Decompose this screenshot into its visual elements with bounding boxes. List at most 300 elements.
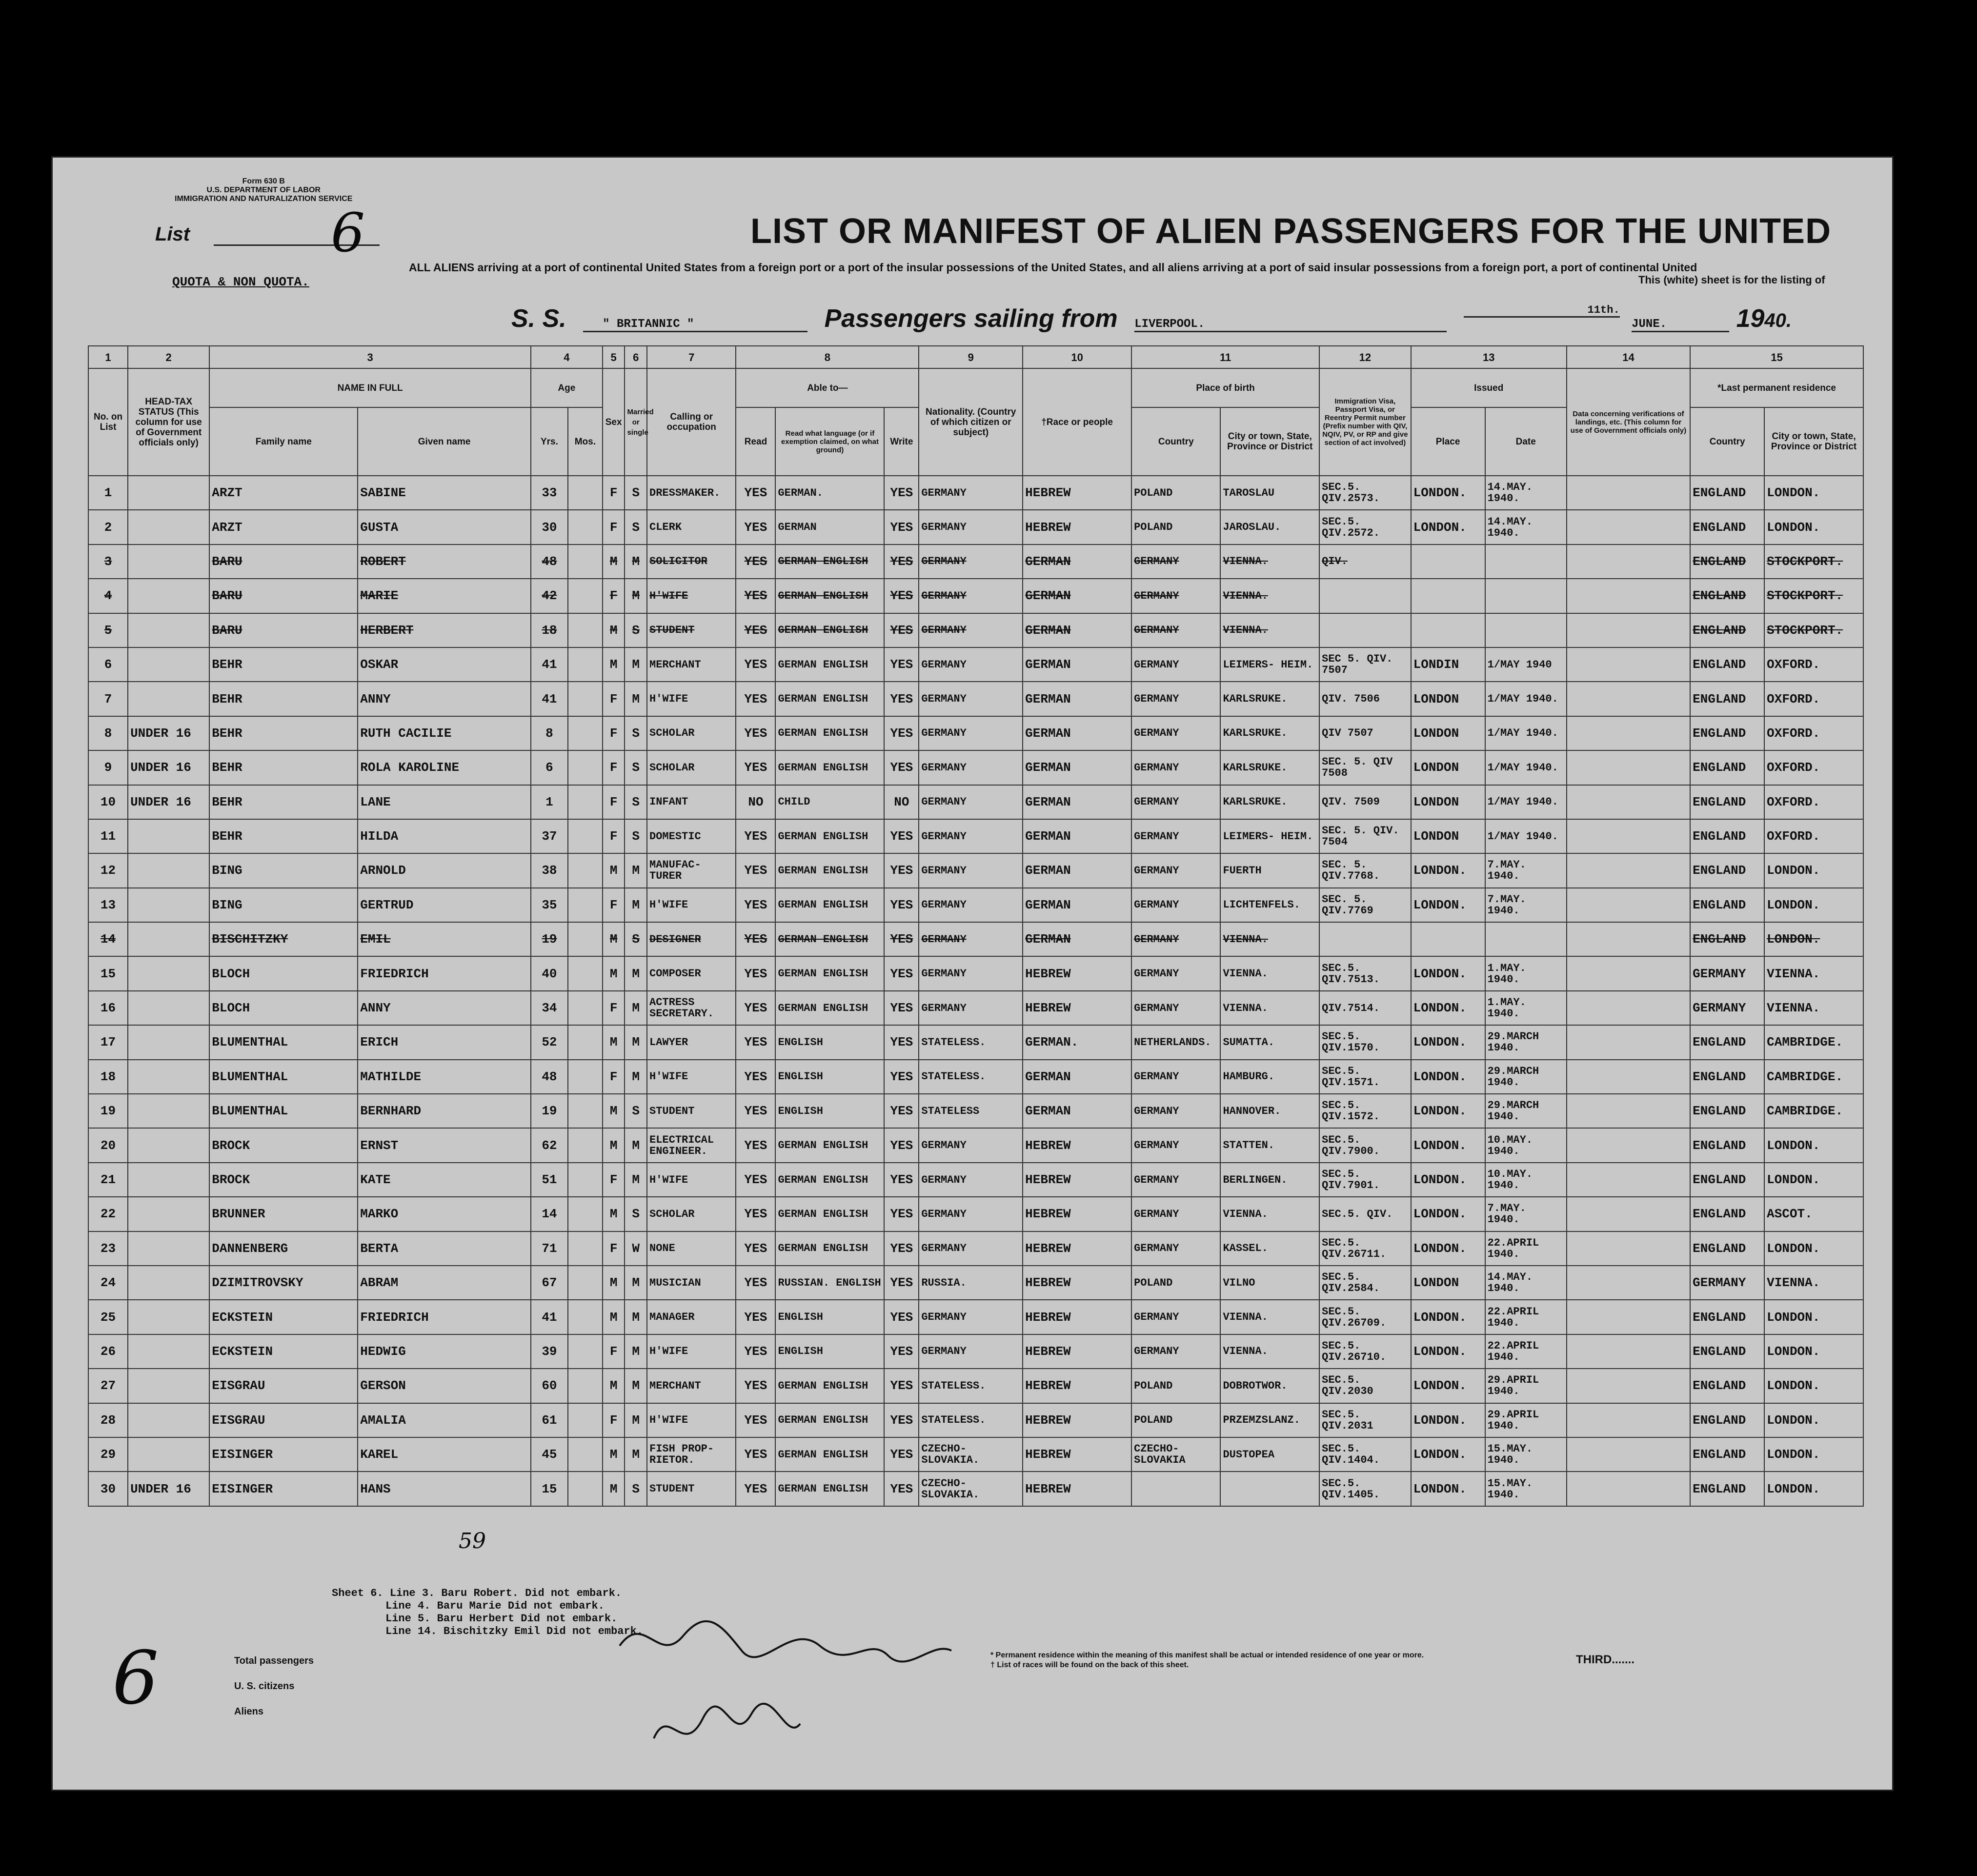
family-name-cell: BLUMENTHAL: [209, 1094, 358, 1128]
residence-country-cell: ENGLAND: [1690, 1300, 1764, 1334]
age-months-cell: [568, 1025, 603, 1059]
header-yrs: Yrs.: [531, 407, 568, 476]
family-name-cell: ARZT: [209, 510, 358, 544]
age-months-cell: [568, 956, 603, 990]
language-cell: GERMAN ENGLISH: [775, 1403, 884, 1437]
form-number: Form 630 B: [242, 177, 285, 185]
landings-cell: [1567, 1163, 1690, 1197]
write-cell: YES: [884, 1163, 919, 1197]
landings-cell: [1567, 819, 1690, 853]
residence-country-cell: ENGLAND: [1690, 888, 1764, 922]
read-cell: YES: [736, 1060, 775, 1094]
year-suffix: 40.: [1764, 310, 1792, 331]
language-cell: GERMAN ENGLISH: [775, 991, 884, 1025]
language-cell: ENGLISH: [775, 1334, 884, 1369]
table-row: [88, 716, 1863, 750]
birth-city-cell: HANNOVER.: [1220, 1094, 1319, 1128]
landings-cell: [1567, 1403, 1690, 1437]
birth-country-cell: POLAND: [1131, 1369, 1220, 1403]
age-months-cell: [568, 1369, 603, 1403]
row-number: 4: [88, 579, 128, 613]
col-num: 14: [1567, 346, 1690, 368]
given-name-cell: ANNY: [358, 991, 531, 1025]
birth-city-cell: JAROSLAU.: [1220, 510, 1319, 544]
nationality-cell: GERMANY: [919, 545, 1023, 579]
write-cell: YES: [884, 1472, 919, 1506]
issue-place-cell: [1411, 545, 1485, 579]
visa-cell: QIV.7514.: [1319, 991, 1411, 1025]
residence-city-cell: CAMBRIDGE.: [1764, 1094, 1863, 1128]
residence-city-cell: LONDON.: [1764, 476, 1863, 510]
issue-place-cell: LONDON.: [1411, 476, 1485, 510]
row-number: 21: [88, 1163, 128, 1197]
race-cell: GERMAN: [1023, 579, 1131, 613]
race-cell: GERMAN: [1023, 613, 1131, 647]
row-number: 7: [88, 682, 128, 716]
read-cell: YES: [736, 853, 775, 888]
nationality-cell: GERMANY: [919, 888, 1023, 922]
birth-city-cell: DUSTOPEA: [1220, 1437, 1319, 1472]
col-num: 8: [736, 346, 919, 368]
landings-cell: [1567, 888, 1690, 922]
residence-country-cell: ENGLAND: [1690, 1094, 1764, 1128]
visa-cell: SEC.5. QIV.26711.: [1319, 1231, 1411, 1266]
birth-country-cell: GERMANY: [1131, 991, 1220, 1025]
write-cell: YES: [884, 716, 919, 750]
given-name-cell: HEDWIG: [358, 1334, 531, 1369]
language-cell: GERMAN ENGLISH: [775, 922, 884, 956]
form-header: [175, 177, 352, 203]
residence-city-cell: LONDON.: [1764, 1300, 1863, 1334]
nationality-cell: GERMANY: [919, 1128, 1023, 1162]
occupation-cell: NONE: [647, 1231, 736, 1266]
write-cell: YES: [884, 750, 919, 785]
age-years-cell: 71: [531, 1231, 568, 1266]
race-cell: GERMAN: [1023, 716, 1131, 750]
clerk-signature: [649, 1694, 805, 1763]
residence-country-cell: ENGLAND: [1690, 750, 1764, 785]
race-cell: HEBREW: [1023, 1128, 1131, 1162]
col-num: 12: [1319, 346, 1411, 368]
birth-city-cell: SUMATTA.: [1220, 1025, 1319, 1059]
issue-date-cell: 1/MAY 1940.: [1485, 785, 1567, 819]
residence-city-cell: VIENNA.: [1764, 991, 1863, 1025]
age-years-cell: 38: [531, 853, 568, 888]
family-name-cell: BING: [209, 888, 358, 922]
language-cell: GERMAN ENGLISH: [775, 682, 884, 716]
write-cell: YES: [884, 1437, 919, 1472]
age-months-cell: [568, 1300, 603, 1334]
family-name-cell: BROCK: [209, 1128, 358, 1162]
race-cell: GERMAN: [1023, 1094, 1131, 1128]
issue-date-cell: 1/MAY 1940.: [1485, 716, 1567, 750]
birth-country-cell: POLAND: [1131, 476, 1220, 510]
landings-cell: [1567, 956, 1690, 990]
table-row: [88, 1197, 1863, 1231]
head-tax-cell: [128, 647, 209, 682]
table-row: [88, 1231, 1863, 1266]
birth-country-cell: [1131, 1472, 1220, 1506]
head-tax-cell: [128, 1300, 209, 1334]
sex-cell: F: [603, 579, 625, 613]
sex-cell: M: [603, 1300, 625, 1334]
age-months-cell: [568, 888, 603, 922]
family-name-cell: BEHR: [209, 682, 358, 716]
residence-country-cell: ENGLAND: [1690, 922, 1764, 956]
header-res-city: City or town, State, Province or District: [1764, 407, 1863, 476]
occupation-cell: H'WIFE: [647, 1403, 736, 1437]
residence-country-cell: ENGLAND: [1690, 647, 1764, 682]
issue-place-cell: LONDON.: [1411, 1300, 1485, 1334]
family-name-cell: BEHR: [209, 785, 358, 819]
birth-city-cell: VIENNA.: [1220, 956, 1319, 990]
ss-label: S. S.: [511, 304, 566, 333]
column-number-row: [88, 346, 1863, 368]
family-name-cell: BARU: [209, 579, 358, 613]
read-cell: YES: [736, 1472, 775, 1506]
race-cell: HEBREW: [1023, 1163, 1131, 1197]
residence-country-cell: ENGLAND: [1690, 1060, 1764, 1094]
birth-country-cell: CZECHO- SLOVAKIA: [1131, 1437, 1220, 1472]
header-no: No. on List: [88, 368, 128, 476]
issue-date-cell: 7.MAY. 1940.: [1485, 853, 1567, 888]
given-name-cell: ERICH: [358, 1025, 531, 1059]
race-cell: GERMAN: [1023, 853, 1131, 888]
nationality-cell: RUSSIA.: [919, 1266, 1023, 1300]
family-name-cell: BLOCH: [209, 956, 358, 990]
table-row: [88, 785, 1863, 819]
read-cell: YES: [736, 956, 775, 990]
visa-cell: SEC.5. QIV.: [1319, 1197, 1411, 1231]
marital-cell: S: [625, 1197, 647, 1231]
language-cell: GERMAN ENGLISH: [775, 750, 884, 785]
residence-city-cell: VIENNA.: [1764, 1266, 1863, 1300]
table-row: [88, 682, 1863, 716]
language-cell: GERMAN.: [775, 476, 884, 510]
language-cell: GERMAN ENGLISH: [775, 853, 884, 888]
given-name-cell: FRIEDRICH: [358, 1300, 531, 1334]
nationality-cell: CZECHO- SLOVAKIA.: [919, 1437, 1023, 1472]
issue-date-cell: 22.APRIL 1940.: [1485, 1300, 1567, 1334]
head-tax-cell: [128, 579, 209, 613]
sex-cell: F: [603, 1334, 625, 1369]
instruction-text-2: This (white) sheet is for the listing of: [1638, 274, 1825, 286]
language-cell: GERMAN ENGLISH: [775, 956, 884, 990]
read-cell: YES: [736, 510, 775, 544]
header-nationality: Nationality. (Country of which citizen or subject): [919, 368, 1023, 476]
birth-country-cell: GERMANY: [1131, 888, 1220, 922]
given-name-cell: MARKO: [358, 1197, 531, 1231]
age-years-cell: 33: [531, 476, 568, 510]
family-name-cell: BLUMENTHAL: [209, 1060, 358, 1094]
head-tax-cell: [128, 1060, 209, 1094]
row-number: 20: [88, 1128, 128, 1162]
write-cell: YES: [884, 853, 919, 888]
sex-cell: M: [603, 1437, 625, 1472]
occupation-cell: MANUFAC- TURER: [647, 853, 736, 888]
marital-cell: S: [625, 922, 647, 956]
read-cell: YES: [736, 819, 775, 853]
sex-cell: M: [603, 1369, 625, 1403]
residence-city-cell: OXFORD.: [1764, 716, 1863, 750]
language-cell: GERMAN ENGLISH: [775, 1437, 884, 1472]
given-name-cell: ERNST: [358, 1128, 531, 1162]
head-tax-cell: [128, 956, 209, 990]
issue-date-cell: 14.MAY. 1940.: [1485, 1266, 1567, 1300]
inspector-signature: [615, 1607, 956, 1680]
list-label: List: [155, 223, 190, 245]
head-tax-cell: [128, 1197, 209, 1231]
given-name-cell: HERBERT: [358, 613, 531, 647]
age-years-cell: 14: [531, 1197, 568, 1231]
visa-cell: SEC.5. QIV.1572.: [1319, 1094, 1411, 1128]
write-cell: YES: [884, 579, 919, 613]
family-name-cell: BLOCH: [209, 991, 358, 1025]
residence-country-cell: ENGLAND: [1690, 1437, 1764, 1472]
row-number: 27: [88, 1369, 128, 1403]
write-cell: YES: [884, 545, 919, 579]
issue-date-cell: 22.APRIL 1940.: [1485, 1334, 1567, 1369]
nationality-cell: GERMANY: [919, 647, 1023, 682]
residence-country-cell: ENGLAND: [1690, 1334, 1764, 1369]
occupation-cell: FISH PROP- RIETOR.: [647, 1437, 736, 1472]
sex-cell: F: [603, 1403, 625, 1437]
table-row: [88, 545, 1863, 579]
col-num: 13: [1411, 346, 1567, 368]
issue-place-cell: LONDON.: [1411, 1060, 1485, 1094]
table-row: [88, 991, 1863, 1025]
age-years-cell: 48: [531, 1060, 568, 1094]
language-cell: RUSSIAN. ENGLISH: [775, 1266, 884, 1300]
language-cell: GERMAN ENGLISH: [775, 647, 884, 682]
language-cell: GERMAN ENGLISH: [775, 1128, 884, 1162]
read-cell: YES: [736, 922, 775, 956]
race-cell: HEBREW: [1023, 1197, 1131, 1231]
row-number: 24: [88, 1266, 128, 1300]
visa-cell: SEC.5. QIV.1405.: [1319, 1472, 1411, 1506]
residence-country-cell: ENGLAND: [1690, 1128, 1764, 1162]
given-name-cell: BERNHARD: [358, 1094, 531, 1128]
sex-cell: F: [603, 1231, 625, 1266]
read-cell: YES: [736, 1369, 775, 1403]
issue-place-cell: [1411, 613, 1485, 647]
header-age: Age: [531, 368, 603, 407]
table-row: [88, 750, 1863, 785]
age-months-cell: [568, 853, 603, 888]
landings-cell: [1567, 613, 1690, 647]
residence-country-cell: ENGLAND: [1690, 1403, 1764, 1437]
marital-cell: M: [625, 545, 647, 579]
quota-stamp: QUOTA & NON QUOTA.: [172, 275, 309, 289]
write-cell: YES: [884, 956, 919, 990]
row-number: 23: [88, 1231, 128, 1266]
row-number: 16: [88, 991, 128, 1025]
read-cell: YES: [736, 716, 775, 750]
given-name-cell: ROBERT: [358, 545, 531, 579]
head-tax-cell: [128, 1369, 209, 1403]
marital-cell: M: [625, 647, 647, 682]
age-years-cell: 67: [531, 1266, 568, 1300]
birth-city-cell: VILNO: [1220, 1266, 1319, 1300]
row-number: 18: [88, 1060, 128, 1094]
language-cell: GERMAN ENGLISH: [775, 1197, 884, 1231]
landings-cell: [1567, 750, 1690, 785]
family-name-cell: ECKSTEIN: [209, 1300, 358, 1334]
read-cell: YES: [736, 1094, 775, 1128]
write-cell: YES: [884, 1197, 919, 1231]
age-years-cell: 40: [531, 956, 568, 990]
col-num: 3: [209, 346, 531, 368]
visa-cell: SEC.5. QIV.7513.: [1319, 956, 1411, 990]
birth-country-cell: GERMANY: [1131, 819, 1220, 853]
visa-cell: SEC.5. QIV.2572.: [1319, 510, 1411, 544]
language-cell: GERMAN ENGLISH: [775, 1163, 884, 1197]
age-years-cell: 45: [531, 1437, 568, 1472]
head-tax-cell: [128, 1128, 209, 1162]
age-years-cell: 1: [531, 785, 568, 819]
row-number: 11: [88, 819, 128, 853]
header-res-country: Country: [1690, 407, 1764, 476]
read-cell: YES: [736, 1025, 775, 1059]
given-name-cell: AMALIA: [358, 1403, 531, 1437]
issue-place-cell: LONDON.: [1411, 1334, 1485, 1369]
given-name-cell: ANNY: [358, 682, 531, 716]
sex-cell: M: [603, 545, 625, 579]
age-years-cell: 34: [531, 991, 568, 1025]
birth-country-cell: GERMANY: [1131, 1128, 1220, 1162]
birth-city-cell: LEIMERS- HEIM.: [1220, 647, 1319, 682]
nationality-cell: GERMANY: [919, 1231, 1023, 1266]
header-head-tax: HEAD-TAX STATUS (This column for use of Government officials only): [128, 368, 209, 476]
family-name-cell: EISGRAU: [209, 1403, 358, 1437]
nationality-cell: STATELESS.: [919, 1060, 1023, 1094]
col-num: 1: [88, 346, 128, 368]
col-num: 10: [1023, 346, 1131, 368]
head-tax-cell: [128, 1094, 209, 1128]
head-tax-cell: UNDER 16: [128, 785, 209, 819]
age-years-cell: 8: [531, 716, 568, 750]
issue-place-cell: LONDON.: [1411, 1094, 1485, 1128]
read-cell: YES: [736, 545, 775, 579]
nationality-cell: CZECHO- SLOVAKIA.: [919, 1472, 1023, 1506]
write-cell: YES: [884, 1403, 919, 1437]
row-number: 28: [88, 1403, 128, 1437]
table-row: [88, 647, 1863, 682]
table-row: [88, 1163, 1863, 1197]
punch-hole: [1953, 717, 1977, 742]
birth-city-cell: VIENNA.: [1220, 1334, 1319, 1369]
header-country: Country: [1131, 407, 1220, 476]
landings-cell: [1567, 1472, 1690, 1506]
landings-cell: [1567, 682, 1690, 716]
age-years-cell: 19: [531, 922, 568, 956]
row-number: 30: [88, 1472, 128, 1506]
birth-city-cell: TAROSLAU: [1220, 476, 1319, 510]
department-name: U.S. DEPARTMENT OF LABOR: [206, 186, 321, 194]
nationality-cell: GERMANY: [919, 682, 1023, 716]
row-number: 19: [88, 1094, 128, 1128]
sex-cell: F: [603, 1060, 625, 1094]
write-cell: YES: [884, 1231, 919, 1266]
race-cell: GERMAN: [1023, 647, 1131, 682]
family-name-cell: DANNENBERG: [209, 1231, 358, 1266]
marital-cell: M: [625, 888, 647, 922]
issue-place-cell: LONDON.: [1411, 956, 1485, 990]
head-tax-cell: UNDER 16: [128, 716, 209, 750]
landings-cell: [1567, 1197, 1690, 1231]
marital-cell: S: [625, 1094, 647, 1128]
residence-city-cell: VIENNA.: [1764, 956, 1863, 990]
list-number: 6: [331, 202, 365, 264]
issue-date-cell: [1485, 579, 1567, 613]
col-num: 6: [625, 346, 647, 368]
issue-place-cell: LONDON.: [1411, 888, 1485, 922]
nationality-cell: STATELESS.: [919, 1403, 1023, 1437]
read-cell: YES: [736, 1300, 775, 1334]
sex-cell: M: [603, 1094, 625, 1128]
family-name-cell: EISGRAU: [209, 1369, 358, 1403]
race-cell: HEBREW: [1023, 510, 1131, 544]
header-able-to: Able to—: [736, 368, 919, 407]
write-cell: YES: [884, 1094, 919, 1128]
issue-date-cell: 1/MAY 1940.: [1485, 682, 1567, 716]
issue-date-cell: 22.APRIL 1940.: [1485, 1231, 1567, 1266]
occupation-cell: LAWYER: [647, 1025, 736, 1059]
race-cell: GERMAN: [1023, 1060, 1131, 1094]
race-cell: HEBREW: [1023, 476, 1131, 510]
sex-cell: M: [603, 1197, 625, 1231]
row-number: 14: [88, 922, 128, 956]
issue-place-cell: [1411, 579, 1485, 613]
visa-cell: SEC. 5. QIV.7769: [1319, 888, 1411, 922]
language-cell: GERMAN ENGLISH: [775, 613, 884, 647]
language-cell: ENGLISH: [775, 1300, 884, 1334]
issue-place-cell: [1411, 922, 1485, 956]
table-row: [88, 1025, 1863, 1059]
passenger-rows: [88, 476, 1863, 1506]
given-name-cell: GERSON: [358, 1369, 531, 1403]
header-write: Write: [884, 407, 919, 476]
family-name-cell: BARU: [209, 613, 358, 647]
birth-city-cell: PRZEMZSLANZ.: [1220, 1403, 1319, 1437]
table-row: [88, 510, 1863, 544]
birth-city-cell: [1220, 1472, 1319, 1506]
residence-country-cell: ENGLAND: [1690, 476, 1764, 510]
age-months-cell: [568, 819, 603, 853]
birth-country-cell: GERMANY: [1131, 1231, 1220, 1266]
given-name-cell: MATHILDE: [358, 1060, 531, 1094]
race-cell: HEBREW: [1023, 1266, 1131, 1300]
birth-city-cell: VIENNA.: [1220, 1300, 1319, 1334]
age-months-cell: [568, 1231, 603, 1266]
read-cell: YES: [736, 1128, 775, 1162]
row-number: 5: [88, 613, 128, 647]
write-cell: YES: [884, 1300, 919, 1334]
visa-cell: SEC 5. QIV. 7507: [1319, 647, 1411, 682]
nationality-cell: GERMANY: [919, 750, 1023, 785]
race-cell: HEBREW: [1023, 1403, 1131, 1437]
residence-country-cell: ENGLAND: [1690, 819, 1764, 853]
residence-country-cell: ENGLAND: [1690, 545, 1764, 579]
race-cell: HEBREW: [1023, 1437, 1131, 1472]
family-name-cell: DZIMITROVSKY: [209, 1266, 358, 1300]
given-name-cell: KATE: [358, 1163, 531, 1197]
residence-country-cell: ENGLAND: [1690, 510, 1764, 544]
family-name-cell: ARZT: [209, 476, 358, 510]
header-family-name: Family name: [209, 407, 358, 476]
nationality-cell: GERMANY: [919, 819, 1023, 853]
race-cell: GERMAN.: [1023, 1025, 1131, 1059]
